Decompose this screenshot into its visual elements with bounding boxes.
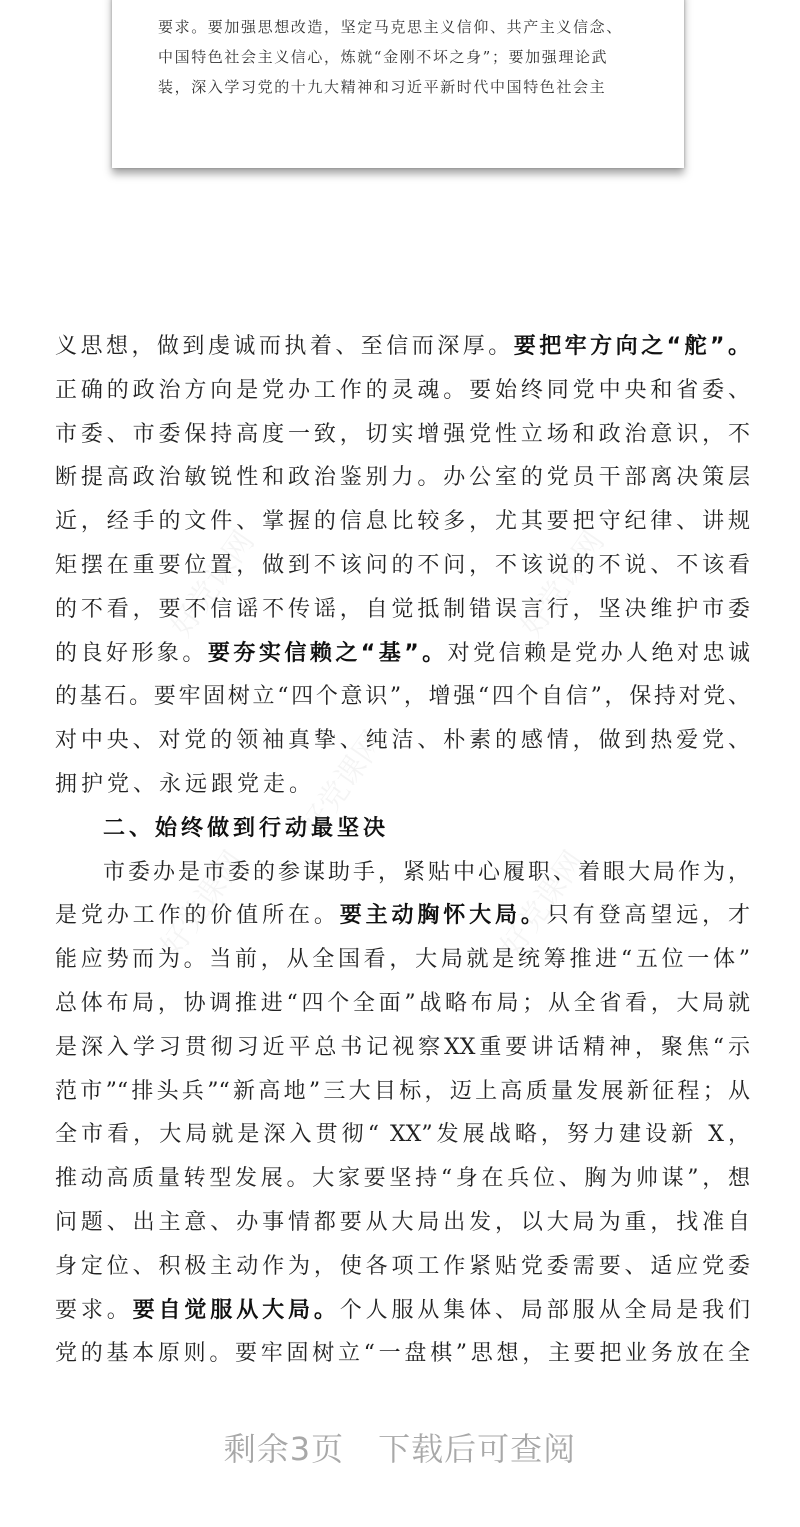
download-prompt[interactable]: [0, 1424, 800, 1470]
text-segment: 总体布局，协调推进“四个全面”战略布局；从全省看，大局就: [55, 991, 750, 1016]
body-text-line: [55, 456, 750, 500]
text-segment: 二、始终做到行动最坚决: [103, 815, 390, 841]
text-segment: 矩摆在重要位置，做到不该问的不问，不该说的不说、不该看: [55, 553, 750, 578]
body-text-line: [55, 1070, 750, 1114]
text-segment: 的不看，要不信谣不传谣，自觉抵制错误言行，坚决维护市委: [55, 596, 750, 622]
remaining-pages-label: 剩余3页: [223, 1430, 345, 1468]
section-heading: [55, 807, 750, 851]
text-segment: 断提高政治敏锐性和政治鉴别力。办公室的党员干部离决策层: [55, 465, 750, 491]
body-text-line: [55, 500, 750, 544]
text-segment: 是党办工作的价值所在。: [55, 903, 340, 929]
body-text-line: [55, 982, 750, 1026]
text-segment: 对党信赖是党办人绝对忠诚: [447, 640, 750, 666]
body-text-line: [55, 588, 750, 632]
text-segment: 是深入学习贯彻习近平总书记视察XX重要讲话精神，聚焦“示: [55, 1034, 750, 1060]
preview-page-card: [112, 0, 684, 168]
body-text-line: [55, 544, 750, 588]
text-segment: 问题、出主意、办事情都要从大局出发，以大局为重，找准自: [55, 1210, 750, 1235]
body-text-line: [55, 1113, 750, 1157]
body-text-line: [55, 632, 750, 676]
bold-emphasis-text: 要自觉服从大局。: [132, 1297, 340, 1323]
bold-emphasis-text: 要夯实信赖之“基”。: [207, 640, 448, 666]
body-text-line: [55, 851, 750, 895]
body-text-line: [55, 1026, 750, 1070]
card-text-line: 中国特色社会主义信心，炼就“金刚不坏之身”；要加强理论武: [158, 48, 609, 66]
body-text-line: [55, 1157, 750, 1201]
text-segment: 个人服从集体、局部服从全局是我们: [339, 1297, 750, 1323]
text-segment: 市委、市委保持高度一致，切实增强党性立场和政治意识，不: [55, 421, 750, 447]
body-text-line: [55, 1245, 750, 1289]
text-segment: 只有登高望远，才: [546, 903, 750, 929]
body-text-line: [55, 1289, 750, 1333]
download-hint-label: 下载后可查阅: [378, 1430, 577, 1468]
text-segment: 的基石。要牢固树立“四个意识”，增强“四个自信”，保持对党、: [55, 684, 750, 710]
body-text-line: [55, 675, 750, 719]
card-text-line: 装，深入学习党的十九大精神和习近平新时代中国特色社会主: [158, 78, 607, 96]
text-segment: 拥护党、永远跟党走。: [55, 772, 316, 797]
card-text-line: 要求。要加强思想改造，坚定马克思主义信仰、共产主义信念、: [158, 18, 623, 36]
bold-emphasis-text: 要把牢方向之“舵”。: [513, 334, 750, 359]
bold-emphasis-text: 要主动胸怀大局。: [339, 903, 547, 929]
text-segment: 义思想，做到虔诚而执着、至信而深厚。: [55, 334, 514, 359]
body-text-line: [55, 369, 750, 413]
text-segment: 正确的政治方向是党办工作的灵魂。要始终同党中央和省委、: [55, 377, 750, 403]
body-text-line: [55, 1201, 750, 1245]
body-text-line: [55, 413, 750, 457]
text-segment: 要求。: [55, 1297, 133, 1323]
body-text-line: [55, 325, 750, 369]
body-text-line: [55, 719, 750, 763]
text-segment: 近，经手的文件、掌握的信息比较多，尤其要把守纪律、讲规: [55, 509, 750, 535]
text-segment: 能应势而为。当前，从全国看，大局就是统筹推进“五位一体”: [55, 947, 750, 973]
text-segment: 对中央、对党的领袖真挚、纯洁、朴素的感情，做到热爱党、: [55, 728, 750, 754]
text-segment: 党的基本原则。要牢固树立“一盘棋”思想，主要把业务放在全: [55, 1341, 750, 1367]
body-text-line: [55, 938, 750, 982]
text-segment: 全市看，大局就是深入贯彻“ XX”发展战略，努力建设新 X，: [55, 1122, 750, 1148]
text-segment: 市委办是市委的参谋助手，紧贴中心履职、着眼大局作为，: [103, 859, 750, 885]
body-text-line: [55, 894, 750, 938]
text-segment: 身定位、积极主动作为，使各项工作紧贴党委需要、适应党委: [55, 1253, 750, 1279]
body-text-line: [55, 763, 750, 807]
text-segment: 的良好形象。: [55, 640, 208, 666]
text-segment: 范市”“排头兵”“新高地”三大目标，迈上高质量发展新征程；从: [55, 1078, 750, 1104]
body-text-line: [55, 1332, 750, 1376]
text-segment: 推动高质量转型发展。大家要坚持“身在兵位、胸为帅谋”，想: [55, 1166, 750, 1192]
